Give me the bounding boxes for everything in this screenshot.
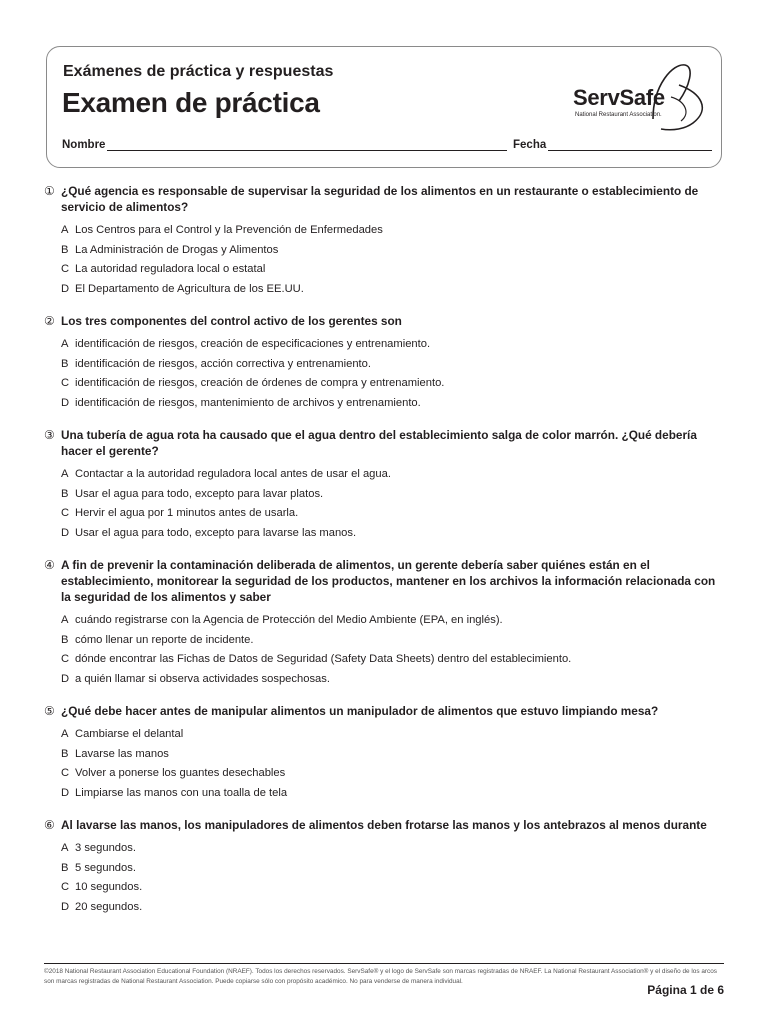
name-field[interactable] bbox=[62, 139, 507, 151]
option-text: identificación de riesgos, acción correctiva y entrenamiento. bbox=[75, 357, 371, 370]
question-text: A fin de prevenir la contaminación deliberada de alimentos, un gerente debería saber quiénes están en el establecimiento, monitorear la seguridad de los productos, mantener en los archivos la información relacionada con la seguridad de los alimentos y saber bbox=[61, 558, 716, 604]
option-letter: B bbox=[61, 357, 69, 370]
question-number: ② bbox=[44, 314, 55, 328]
answer-option[interactable] bbox=[61, 221, 724, 241]
question-text: Los tres componentes del control activo de los gerentes son bbox=[61, 314, 402, 328]
option-text: El Departamento de Agricultura de los EE.UU. bbox=[75, 282, 304, 295]
question-1 bbox=[44, 183, 724, 299]
answer-option[interactable] bbox=[61, 670, 724, 690]
servsafe-logo bbox=[561, 57, 711, 133]
answer-option[interactable] bbox=[61, 260, 724, 280]
option-letter: B bbox=[61, 633, 69, 646]
answer-option[interactable] bbox=[61, 355, 724, 375]
option-letter: A bbox=[61, 338, 69, 350]
answer-option[interactable] bbox=[61, 898, 724, 918]
question-text: Al lavarse las manos, los manipuladores de alimentos deben frotarse las manos y los antebrazos al menos durante bbox=[61, 818, 707, 832]
option-letter: A bbox=[61, 224, 69, 236]
option-letter: A bbox=[61, 728, 69, 740]
question-4 bbox=[44, 557, 724, 689]
logo-subtext: National Restaurant Association. bbox=[575, 112, 662, 118]
answer-option[interactable] bbox=[61, 745, 724, 765]
option-letter: D bbox=[61, 396, 70, 409]
answer-option[interactable] bbox=[61, 504, 724, 524]
option-text: La autoridad reguladora local o estatal bbox=[75, 263, 266, 275]
option-letter: D bbox=[61, 900, 70, 913]
question-number: ③ bbox=[44, 428, 55, 442]
option-text: cómo llenar un reporte de incidente. bbox=[75, 633, 254, 646]
answer-option[interactable] bbox=[61, 394, 724, 414]
question-3 bbox=[44, 427, 724, 543]
answer-option[interactable] bbox=[61, 878, 724, 898]
option-text: La Administración de Drogas y Alimentos bbox=[75, 243, 279, 256]
option-text: dónde encontrar las Fichas de Datos de Seguridad (Safety Data Sheets) dentro del establecimiento. bbox=[75, 653, 572, 665]
answer-option[interactable] bbox=[61, 241, 724, 261]
option-text: a quién llamar si observa actividades sospechosas. bbox=[75, 672, 330, 685]
option-letter: A bbox=[61, 842, 69, 854]
answer-option[interactable] bbox=[61, 631, 724, 651]
option-text: Usar el agua para todo, excepto para lavarse las manos. bbox=[75, 526, 357, 539]
option-text: Cambiarse el delantal bbox=[75, 728, 184, 740]
question-text: Una tubería de agua rota ha causado que el agua dentro del establecimiento salga de color marrón. ¿Qué debería hacer el gerente? bbox=[61, 428, 697, 458]
option-letter: B bbox=[61, 243, 69, 256]
option-letter: B bbox=[61, 861, 69, 874]
option-text: Usar el agua para todo, excepto para lavar platos. bbox=[75, 487, 324, 500]
option-letter: C bbox=[61, 881, 70, 893]
page-number: Página 1 de 6 bbox=[647, 983, 724, 997]
option-text: identificación de riesgos, mantenimiento de archivos y entrenamiento. bbox=[75, 396, 421, 409]
question-number: ④ bbox=[44, 558, 55, 572]
answer-option[interactable] bbox=[61, 650, 724, 670]
option-letter: B bbox=[61, 487, 69, 500]
option-text: identificación de riesgos, creación de órdenes de compra y entrenamiento. bbox=[75, 377, 445, 389]
option-text: 10 segundos. bbox=[75, 881, 143, 893]
option-letter: D bbox=[61, 526, 70, 539]
question-text: ¿Qué debe hacer antes de manipular alimentos un manipulador de alimentos que estuvo limpiando mesa? bbox=[61, 704, 659, 718]
option-letter: C bbox=[61, 653, 70, 665]
answer-option[interactable] bbox=[61, 374, 724, 394]
copyright-notice: ©2018 National Restaurant Association Educational Foundation (NRAEF). Todos los derechos reservados. ServSafe® y el logo de ServSafe son marcas registradas de NRAEF. La National Restaurant Association® y el diseño de los arcos son marcas registradas de National Restaurant Association. Puede copiarse sólo con propósito académico. No para venderse de manera individual. bbox=[44, 968, 717, 985]
answer-option[interactable] bbox=[61, 280, 724, 300]
option-text: 20 segundos. bbox=[75, 900, 143, 913]
question-5 bbox=[44, 703, 724, 803]
option-letter: A bbox=[61, 468, 69, 480]
option-text: cuándo registrarse con la Agencia de Protección del Medio Ambiente (EPA, en inglés). bbox=[75, 614, 503, 626]
option-letter: A bbox=[61, 614, 69, 626]
option-text: Lavarse las manos bbox=[75, 747, 169, 760]
answer-option[interactable] bbox=[61, 611, 724, 631]
footer-divider bbox=[44, 963, 724, 964]
option-letter: D bbox=[61, 672, 70, 685]
option-letter: C bbox=[61, 507, 70, 519]
option-text: Volver a ponerse los guantes desechables bbox=[75, 767, 286, 779]
option-text: Hervir el agua por 1 minutos antes de usarla. bbox=[75, 507, 299, 519]
option-text: identificación de riesgos, creación de especificaciones y entrenamiento. bbox=[75, 338, 431, 350]
date-line[interactable] bbox=[548, 139, 712, 151]
option-letter: D bbox=[61, 282, 70, 295]
document-subtitle: Exámenes de práctica y respuestas bbox=[63, 63, 334, 80]
question-text: ¿Qué agencia es responsable de supervisar la seguridad de los alimentos en un restaurante o establecimiento de servicio de alimentos? bbox=[61, 184, 699, 214]
question-number: ① bbox=[44, 184, 55, 198]
answer-option[interactable] bbox=[61, 839, 724, 859]
question-2 bbox=[44, 313, 724, 413]
option-text: Contactar a la autoridad reguladora local antes de usar el agua. bbox=[75, 468, 391, 480]
option-text: 5 segundos. bbox=[75, 861, 136, 874]
answer-option[interactable] bbox=[61, 335, 724, 355]
header-box bbox=[46, 46, 722, 168]
option-text: Los Centros para el Control y la Prevención de Enfermedades bbox=[75, 224, 383, 236]
option-letter: C bbox=[61, 263, 70, 275]
option-letter: C bbox=[61, 377, 70, 389]
option-letter: B bbox=[61, 747, 69, 760]
option-letter: D bbox=[61, 786, 70, 799]
page-title: Examen de práctica bbox=[62, 87, 320, 118]
answer-option[interactable] bbox=[61, 784, 724, 804]
answer-option[interactable] bbox=[61, 859, 724, 879]
option-text: Limpiarse las manos con una toalla de tela bbox=[75, 786, 288, 799]
answer-option[interactable] bbox=[61, 524, 724, 544]
date-field[interactable] bbox=[513, 139, 712, 151]
option-letter: C bbox=[61, 767, 70, 779]
answer-option[interactable] bbox=[61, 764, 724, 784]
question-number: ⑤ bbox=[44, 704, 55, 718]
question-number: ⑥ bbox=[44, 818, 55, 832]
answer-option[interactable] bbox=[61, 485, 724, 505]
option-text: 3 segundos. bbox=[75, 842, 136, 854]
answer-option[interactable] bbox=[61, 465, 724, 485]
answer-option[interactable] bbox=[61, 725, 724, 745]
question-list bbox=[44, 183, 724, 931]
name-line[interactable] bbox=[107, 139, 507, 151]
question-6 bbox=[44, 817, 724, 917]
name-label: Nombre bbox=[62, 139, 106, 151]
logo-wordmark: ServSafe bbox=[573, 85, 665, 110]
date-label: Fecha bbox=[513, 139, 547, 151]
